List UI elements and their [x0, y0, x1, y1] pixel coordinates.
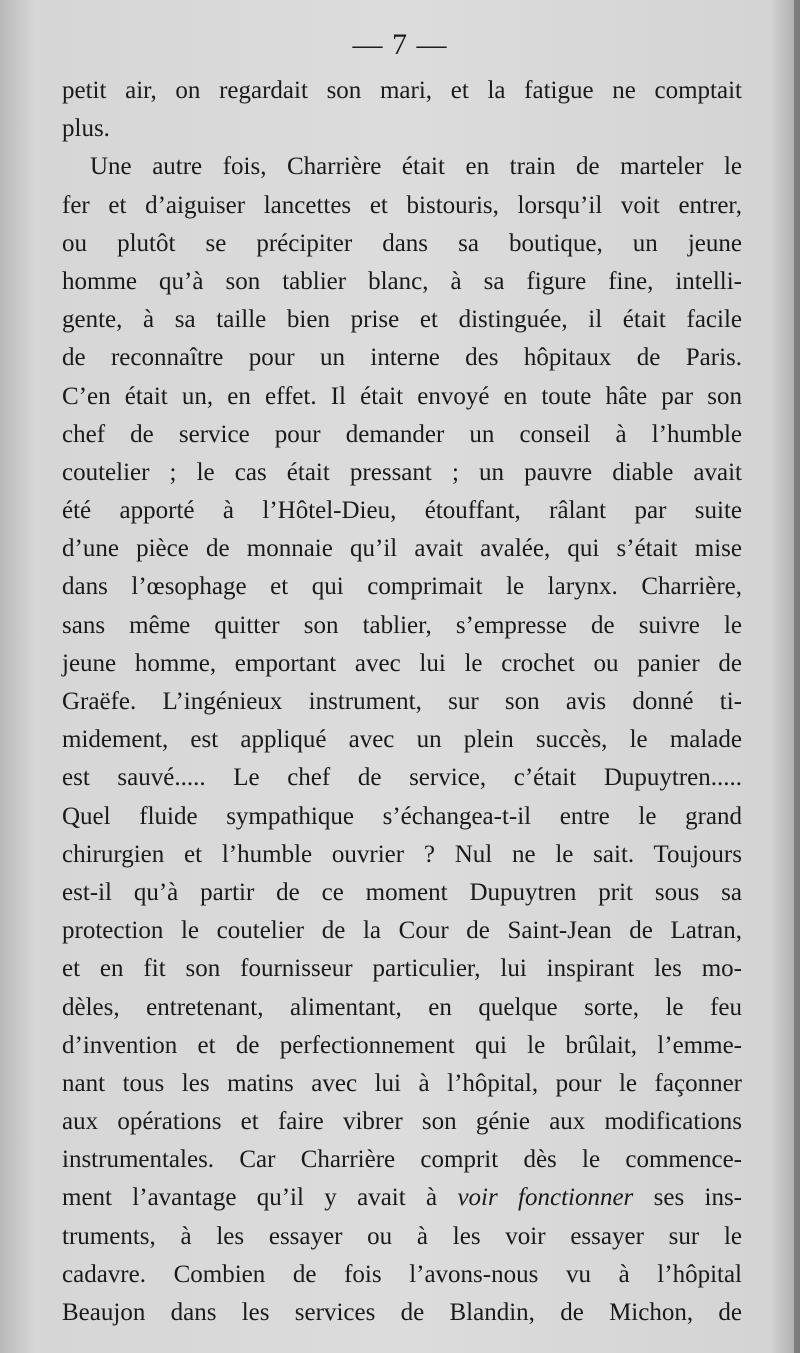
- text-line: aux opérations et faire vibrer son génie aux modifications: [62, 1108, 742, 1136]
- text-line: Beaujon dans les services de Blandin, de Michon, de: [62, 1299, 742, 1326]
- text-line: petit air, on regardait son mari, et la fatigue ne comptait: [62, 77, 742, 104]
- text-line: et en fit son fournisseur particulier, lui inspirant les mo-: [62, 955, 742, 983]
- text-line: chirurgien et l’humble ouvrier ? Nul ne le sait. Toujours: [62, 840, 742, 868]
- text-line: dèles, entretenant, alimentant, en quelque sorte, le feu: [62, 993, 742, 1021]
- text-line: instrumentales. Car Charrière comprit dès le commence-: [62, 1146, 742, 1174]
- text-line: chef de service pour demander un conseil à l’humble: [62, 420, 742, 448]
- text-line: de reconnaître pour un interne des hôpitaux de Paris.: [62, 344, 742, 372]
- text-line: est sauvé..... Le chef de service, c’était Dupuytren.....: [62, 764, 742, 792]
- text-line: d’invention et de perfectionnement qui le brûlait, l’emme-: [62, 1031, 742, 1059]
- italic-phrase: voir fonctionner: [457, 1184, 634, 1212]
- text-line: nant tous les matins avec lui à l’hôpital, pour le façonner: [62, 1069, 742, 1097]
- text-line: dans l’œsophage et qui comprimait le larynx. Charrière,: [62, 573, 742, 601]
- text-line: jeune homme, emportant avec lui le crochet ou panier de: [62, 649, 742, 677]
- text-line: truments, à les essayer ou à les voir essayer sur le: [62, 1222, 742, 1250]
- text-line: cadavre. Combien de fois l’avons-nous vu à l’hôpital: [62, 1260, 742, 1288]
- text-line: midement, est appliqué avec un plein succès, le malade: [62, 726, 742, 754]
- text-line: C’en était un, en effet. Il était envoyé en toute hâte par son: [62, 382, 742, 410]
- text-line: d’une pièce de monnaie qu’il avait avalée, qui s’était mise: [62, 535, 742, 563]
- body-text: [62, 72, 742, 1332]
- text-line: Graëfe. L’ingénieux instrument, sur son avis donné ti-: [62, 688, 742, 715]
- page-number: — 7 —: [352, 28, 448, 61]
- text-line: sans même quitter son tablier, s’empresse de suivre le: [62, 611, 742, 639]
- text-line: ment l’avantage qu’il y avait à voir fonctionner ses ins-: [62, 1184, 742, 1212]
- text-line: été apporté à l’Hôtel-Dieu, étouffant, râlant par suite: [62, 497, 742, 525]
- text-line: fer et d’aiguiser lancettes et bistouris, lorsqu’il voit entrer,: [62, 191, 742, 219]
- text-line: ou plutôt se précipiter dans sa boutique, un jeune: [62, 229, 742, 257]
- text-line: Quel fluide sympathique s’échangea-t-il entre le grand: [62, 802, 742, 830]
- text-line: est-il qu’à partir de ce moment Dupuytren prit sous sa: [62, 878, 742, 906]
- text-line: gente, à sa taille bien prise et distinguée, il était facile: [62, 306, 742, 334]
- text-line: protection le coutelier de la Cour de Saint-Jean de Latran,: [62, 917, 742, 945]
- text-line: plus.: [62, 115, 110, 143]
- text-line: Une autre fois, Charrière était en train de marteler le: [90, 153, 742, 181]
- text-line: coutelier ; le cas était pressant ; un pauvre diable avait: [62, 458, 742, 486]
- text-line: homme qu’à son tablier blanc, à sa figure fine, intelli-: [62, 267, 742, 295]
